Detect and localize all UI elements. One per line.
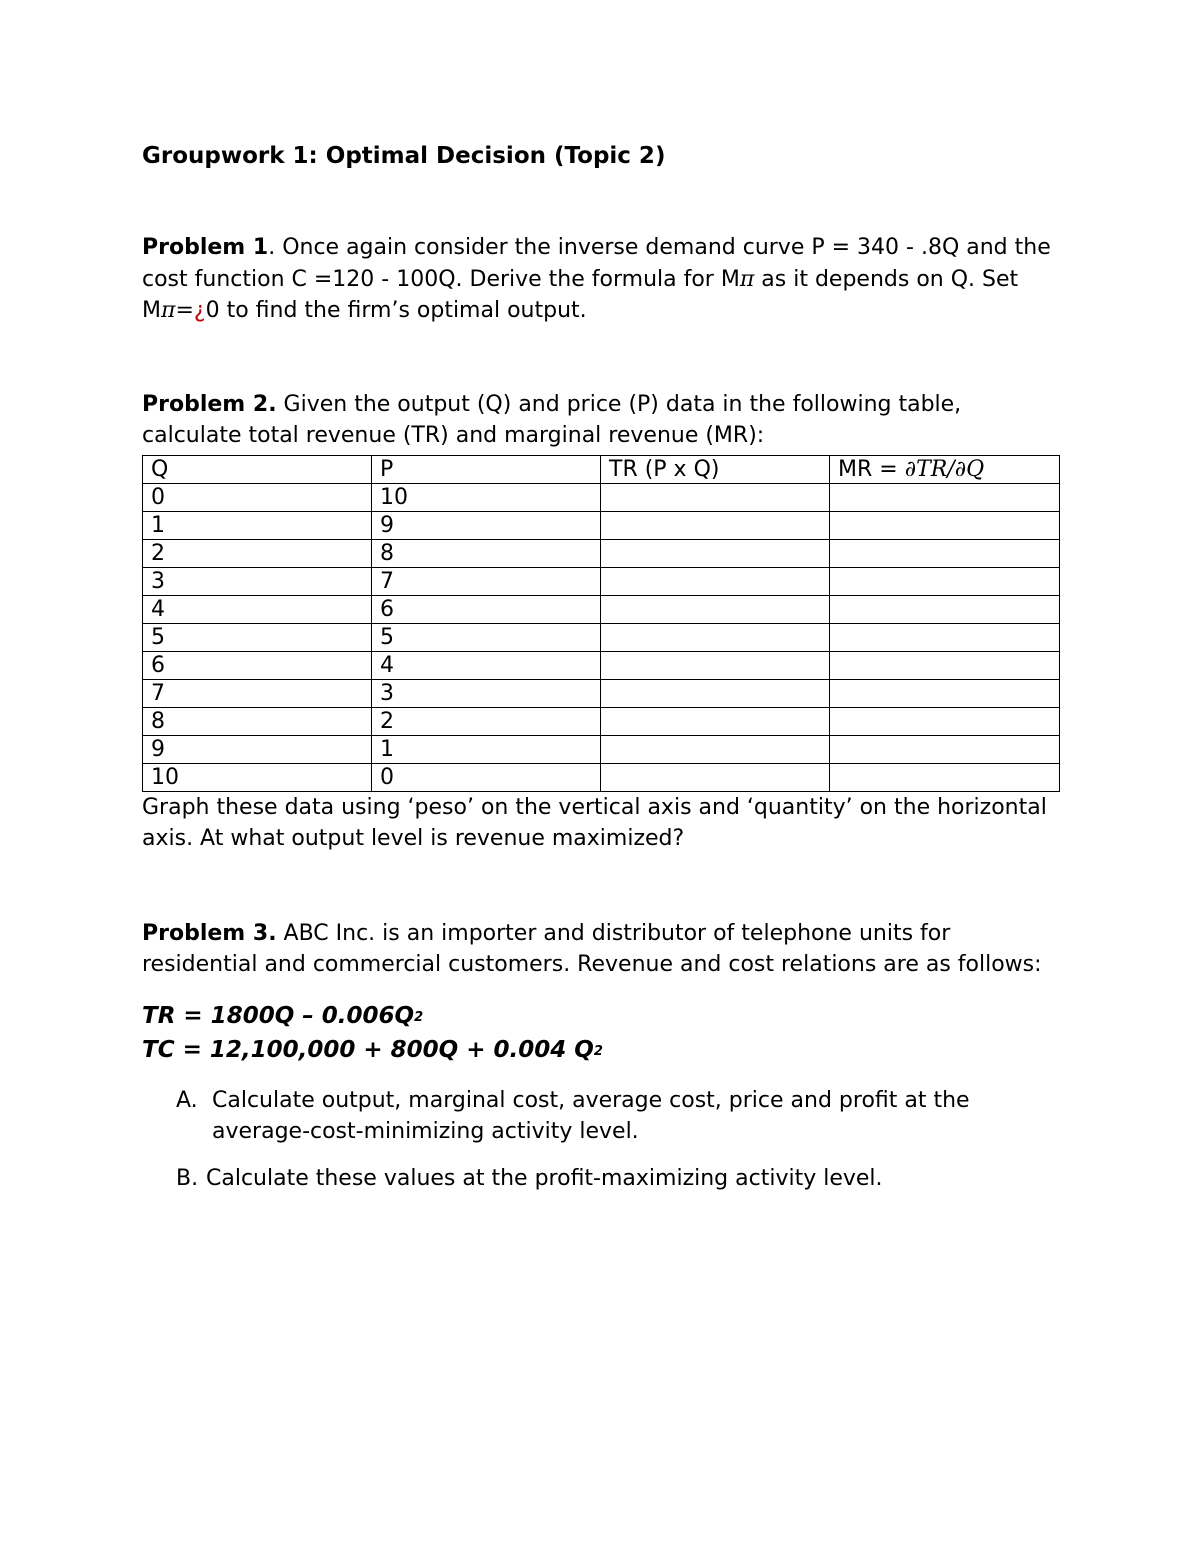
tc-exponent: 2 xyxy=(593,1043,603,1059)
problem-2-followup: Graph these data using ‘peso’ on the vertical axis and ‘quantity’ on the horizontal axis. At what output level is revenue maximized? xyxy=(142,794,1047,851)
table-row xyxy=(143,595,1060,623)
cell-p: 7 xyxy=(372,567,601,595)
document-page xyxy=(142,140,1062,1209)
table-row xyxy=(143,511,1060,539)
cell-tr xyxy=(601,735,830,763)
cell-tr xyxy=(601,539,830,567)
header-mr-formula: ∂TR/∂Q xyxy=(904,456,985,482)
cell-q: 2 xyxy=(143,539,372,567)
header-tr: TR (P x Q) xyxy=(601,455,830,483)
cell-q: 7 xyxy=(143,679,372,707)
cell-tr xyxy=(601,567,830,595)
table-row xyxy=(143,651,1060,679)
pi-equals: π= xyxy=(160,298,194,323)
problem-3-text: ABC Inc. is an importer and distributor of telephone units for residential and commercial customers. Revenue and cost relations are as follows: xyxy=(142,920,1042,977)
subquestion-marker: A. xyxy=(176,1087,198,1113)
subquestion-b xyxy=(176,1163,1062,1195)
cell-q: 0 xyxy=(143,483,372,511)
cell-mr xyxy=(830,707,1060,735)
table-row xyxy=(143,623,1060,651)
problem-1-text-c: 0 to find the firm’s optimal output. xyxy=(205,298,587,323)
cell-p: 4 xyxy=(372,651,601,679)
document-title: Groupwork 1: Optimal Decision (Topic 2) xyxy=(142,143,666,169)
cell-tr xyxy=(601,483,830,511)
table-row xyxy=(143,707,1060,735)
subquestion-text: Calculate output, marginal cost, average cost, price and profit at the average-cost-minimizing activity level. xyxy=(212,1087,970,1144)
cell-tr xyxy=(601,707,830,735)
subquestion-marker: B. xyxy=(176,1165,199,1191)
cell-p: 5 xyxy=(372,623,601,651)
table-header-row xyxy=(143,455,1060,483)
problem-1-text-b: as it depends on Q. Set M xyxy=(142,266,1019,323)
table-row xyxy=(143,539,1060,567)
cell-tr xyxy=(601,651,830,679)
header-q: Q xyxy=(143,455,372,483)
problem-3 xyxy=(142,918,1062,981)
problem-3-label: Problem 3. xyxy=(142,920,277,946)
cell-p: 9 xyxy=(372,511,601,539)
cell-mr xyxy=(830,511,1060,539)
problem-2 xyxy=(142,389,1062,452)
header-mr-label: MR = xyxy=(838,456,905,482)
header-p: P xyxy=(372,455,601,483)
problem-2-text: Given the output (Q) and price (P) data in the following table, calculate total revenue (TR) and marginal revenue (MR): xyxy=(142,391,962,448)
cell-p: 1 xyxy=(372,735,601,763)
cell-q: 8 xyxy=(143,707,372,735)
problem-1 xyxy=(142,232,1062,327)
header-mr xyxy=(830,455,1060,483)
table-row xyxy=(143,483,1060,511)
cell-q: 6 xyxy=(143,651,372,679)
tc-formula-text: TC = 12,100,000 + 800Q + 0.004 Q xyxy=(142,1036,594,1063)
tc-formula xyxy=(142,1033,1062,1067)
problem-3-subquestions xyxy=(142,1085,1062,1195)
cell-mr xyxy=(830,483,1060,511)
cell-q: 4 xyxy=(143,595,372,623)
cell-q: 3 xyxy=(143,567,372,595)
cell-p: 10 xyxy=(372,483,601,511)
cell-tr xyxy=(601,763,830,791)
cell-q: 9 xyxy=(143,735,372,763)
tr-formula xyxy=(142,999,1062,1033)
cell-tr xyxy=(601,511,830,539)
cell-p: 8 xyxy=(372,539,601,567)
pi-symbol: π xyxy=(739,266,755,292)
subquestion-text: Calculate these values at the profit-maximizing activity level. xyxy=(206,1165,883,1191)
table-row xyxy=(143,763,1060,791)
table-row xyxy=(143,735,1060,763)
cell-q: 5 xyxy=(143,623,372,651)
cell-mr xyxy=(830,567,1060,595)
cell-p: 2 xyxy=(372,707,601,735)
problem-2-label: Problem 2. xyxy=(142,391,277,417)
cell-p: 0 xyxy=(372,763,601,791)
cell-mr xyxy=(830,623,1060,651)
cell-mr xyxy=(830,735,1060,763)
cell-tr xyxy=(601,595,830,623)
cost-revenue-formulas xyxy=(142,999,1062,1067)
tr-formula-text: TR = 1800Q – 0.006Q xyxy=(142,1002,415,1029)
table-row xyxy=(143,567,1060,595)
cell-mr xyxy=(830,595,1060,623)
revenue-table xyxy=(142,455,1060,792)
subquestion-a xyxy=(176,1085,1062,1148)
cell-tr xyxy=(601,623,830,651)
cell-tr xyxy=(601,679,830,707)
cell-mr xyxy=(830,539,1060,567)
cell-mr xyxy=(830,679,1060,707)
cell-p: 3 xyxy=(372,679,601,707)
cell-q: 10 xyxy=(143,763,372,791)
cell-mr xyxy=(830,763,1060,791)
inverted-question-mark: ¿ xyxy=(193,298,206,323)
cell-mr xyxy=(830,651,1060,679)
cell-p: 6 xyxy=(372,595,601,623)
table-row xyxy=(143,679,1060,707)
cell-q: 1 xyxy=(143,511,372,539)
problem-1-text-a: . Once again consider the inverse demand curve P = 340 - .8Q and the cost function C =120 - 100Q. Derive the formula for M xyxy=(142,235,1051,292)
tr-exponent: 2 xyxy=(414,1009,424,1025)
problem-1-label: Problem 1 xyxy=(142,235,269,260)
